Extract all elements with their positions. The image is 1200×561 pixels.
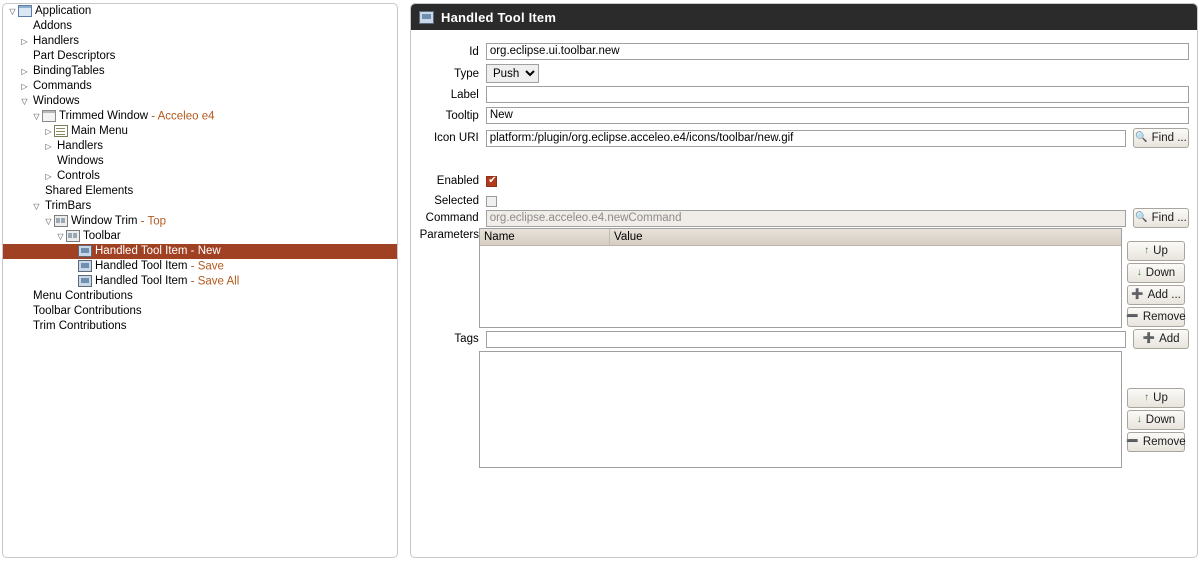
tree-item-label: Toolbar Contributions (33, 305, 142, 317)
tree-item[interactable] (3, 154, 397, 169)
tree-item-label: Handlers (57, 140, 104, 152)
tree-item-label: BindingTables (33, 65, 105, 77)
bar-icon (66, 230, 80, 241)
parameters-remove-label: Remove (1142, 311, 1186, 323)
arrow-up-icon: ↑ (1144, 392, 1150, 403)
tree-item[interactable] (3, 289, 397, 304)
tree-item-suffix: - Save (187, 260, 224, 273)
tree-item-label: Controls (57, 170, 100, 182)
chevron-right-icon[interactable] (43, 139, 54, 154)
tree-item[interactable] (3, 244, 397, 259)
tree-item-suffix: - Acceleo e4 (148, 110, 215, 123)
tree-item[interactable] (3, 64, 397, 79)
tree-item-label: Trim Contributions (33, 320, 127, 332)
chevron-right-icon[interactable] (43, 169, 54, 184)
add-icon: ➕ (1142, 333, 1156, 344)
tree-item-label: Windows (57, 155, 104, 167)
tool-icon (78, 245, 92, 256)
chevron-down-icon[interactable] (31, 199, 42, 214)
model-tree-panel[interactable] (2, 3, 398, 558)
arrow-down-icon: ↓ (1136, 267, 1142, 278)
page-title: Handled Tool Item (441, 9, 557, 25)
tree-item[interactable] (3, 4, 397, 19)
chevron-down-icon[interactable] (43, 214, 54, 229)
parameters-down-button[interactable] (1127, 263, 1185, 283)
tags-remove-button[interactable] (1127, 432, 1185, 452)
field-row-enabled (411, 175, 1189, 187)
tags-input[interactable] (486, 331, 1126, 348)
tags-up-button[interactable] (1127, 388, 1185, 408)
tags-down-label: Down (1145, 414, 1176, 426)
chevron-right-icon[interactable] (19, 79, 30, 94)
tree-item[interactable] (3, 274, 397, 289)
find-command-label: Find ... (1151, 212, 1187, 224)
menu-icon (54, 125, 68, 136)
arrow-down-icon: ↓ (1136, 414, 1142, 425)
find-icon-uri-label: Find ... (1151, 132, 1187, 144)
tags-list[interactable] (479, 351, 1122, 468)
magnifier-icon: 🔍 (1135, 212, 1148, 223)
chevron-right-icon[interactable] (43, 124, 54, 139)
tool-icon (78, 260, 92, 271)
tree-item-label: Commands (33, 80, 92, 92)
add-icon: ➕ (1131, 289, 1144, 300)
find-icon-uri-button[interactable] (1133, 128, 1189, 148)
parameters-label: Parameters (419, 229, 479, 241)
field-row-icon-uri (411, 128, 1189, 148)
type-select[interactable] (486, 64, 539, 83)
tree-item-label: Toolbar (83, 230, 121, 242)
parameters-add-button[interactable] (1127, 285, 1185, 305)
chevron-right-icon[interactable] (19, 34, 30, 49)
tool-icon (78, 275, 92, 286)
find-command-button[interactable] (1133, 208, 1189, 228)
id-label: Id (469, 45, 479, 58)
parameters-add-label: Add ... (1147, 289, 1181, 301)
remove-icon: ➖ (1126, 311, 1139, 322)
tree-item[interactable] (3, 94, 397, 109)
tree-item[interactable] (3, 79, 397, 94)
field-row-type (411, 64, 1189, 83)
chevron-down-icon[interactable] (55, 229, 66, 244)
parameters-column-name: Name (480, 229, 610, 245)
tree-item-label: Part Descriptors (33, 50, 116, 62)
label-label: Label (450, 88, 479, 101)
tree-item-label: Application (35, 5, 92, 17)
selected-checkbox[interactable] (486, 196, 497, 207)
tree-item-label: Menu Contributions (33, 290, 133, 302)
tree-item[interactable] (3, 19, 397, 34)
chevron-down-icon[interactable] (19, 94, 30, 109)
tree-item[interactable] (3, 304, 397, 319)
enabled-label: Enabled (436, 175, 479, 187)
tree-item[interactable] (3, 49, 397, 64)
parameters-table[interactable] (479, 228, 1122, 328)
tree-item-label: Main Menu (71, 125, 128, 137)
enabled-checkbox[interactable] (486, 176, 497, 187)
command-input[interactable] (486, 210, 1126, 227)
label-input[interactable] (486, 86, 1189, 103)
model-tree[interactable] (3, 4, 397, 334)
window-icon (42, 110, 56, 121)
tree-item[interactable] (3, 169, 397, 184)
tree-item[interactable] (3, 214, 397, 229)
properties-editor-panel (410, 3, 1198, 558)
tree-item[interactable] (3, 109, 397, 124)
parameters-up-button[interactable] (1127, 241, 1185, 261)
magnifier-icon: 🔍 (1135, 132, 1148, 143)
tree-item-label: Handlers (33, 35, 80, 47)
chevron-down-icon[interactable] (31, 109, 42, 124)
tree-item[interactable] (3, 319, 397, 334)
tree-item-suffix: - Top (137, 215, 167, 228)
tree-item[interactable] (3, 124, 397, 139)
selected-label: Selected (434, 195, 479, 207)
parameters-up-label: Up (1153, 245, 1168, 257)
field-row-selected (411, 195, 1189, 207)
tree-item[interactable] (3, 259, 397, 274)
tags-up-label: Up (1153, 392, 1168, 404)
command-label: Command (425, 212, 479, 224)
tree-item-label: Addons (33, 20, 73, 32)
tree-item-label: Handled Tool Item (95, 275, 188, 287)
remove-icon: ➖ (1126, 436, 1139, 447)
icon-uri-label: Icon URI (433, 132, 479, 144)
bar-icon (54, 215, 68, 226)
tree-item-label: Windows (33, 95, 80, 107)
field-row-command (411, 208, 1189, 228)
tree-item-suffix: - Save All (187, 275, 240, 288)
tree-item-label: Handled Tool Item (95, 260, 188, 272)
tree-item[interactable] (3, 229, 397, 244)
icon-uri-input[interactable] (486, 130, 1126, 147)
field-row-tags (411, 329, 1189, 349)
tree-item[interactable] (3, 184, 397, 199)
chevron-down-icon[interactable] (7, 4, 18, 19)
parameters-down-label: Down (1145, 267, 1176, 279)
tool-item-icon (419, 11, 434, 24)
id-input[interactable] (486, 43, 1189, 60)
tree-item-label: TrimBars (45, 200, 92, 212)
tree-item-label: Trimmed Window (59, 110, 149, 122)
tags-add-button[interactable] (1133, 329, 1189, 349)
tree-item-label: Window Trim (71, 215, 138, 227)
parameters-remove-button[interactable] (1127, 307, 1185, 327)
tags-label: Tags (454, 333, 479, 345)
tags-down-button[interactable] (1127, 410, 1185, 430)
field-row-id (411, 43, 1189, 60)
tree-item-label: Handled Tool Item - New (95, 245, 221, 257)
type-label: Type (454, 67, 479, 80)
tags-add-label: Add (1159, 333, 1180, 345)
tree-item[interactable] (3, 199, 397, 214)
parameters-column-value: Value (614, 231, 643, 243)
field-row-tooltip (411, 107, 1189, 124)
app-icon (18, 5, 32, 16)
editor-header (411, 4, 1197, 30)
tags-remove-label: Remove (1142, 436, 1186, 448)
tree-item[interactable] (3, 34, 397, 49)
parameters-table-header (480, 229, 1121, 246)
tooltip-label: Tooltip (445, 109, 479, 122)
tooltip-input[interactable] (486, 107, 1189, 124)
tree-item[interactable] (3, 139, 397, 154)
arrow-up-icon: ↑ (1144, 245, 1150, 256)
tree-item-label: Shared Elements (45, 185, 134, 197)
chevron-right-icon[interactable] (19, 64, 30, 79)
field-row-label (411, 86, 1189, 103)
